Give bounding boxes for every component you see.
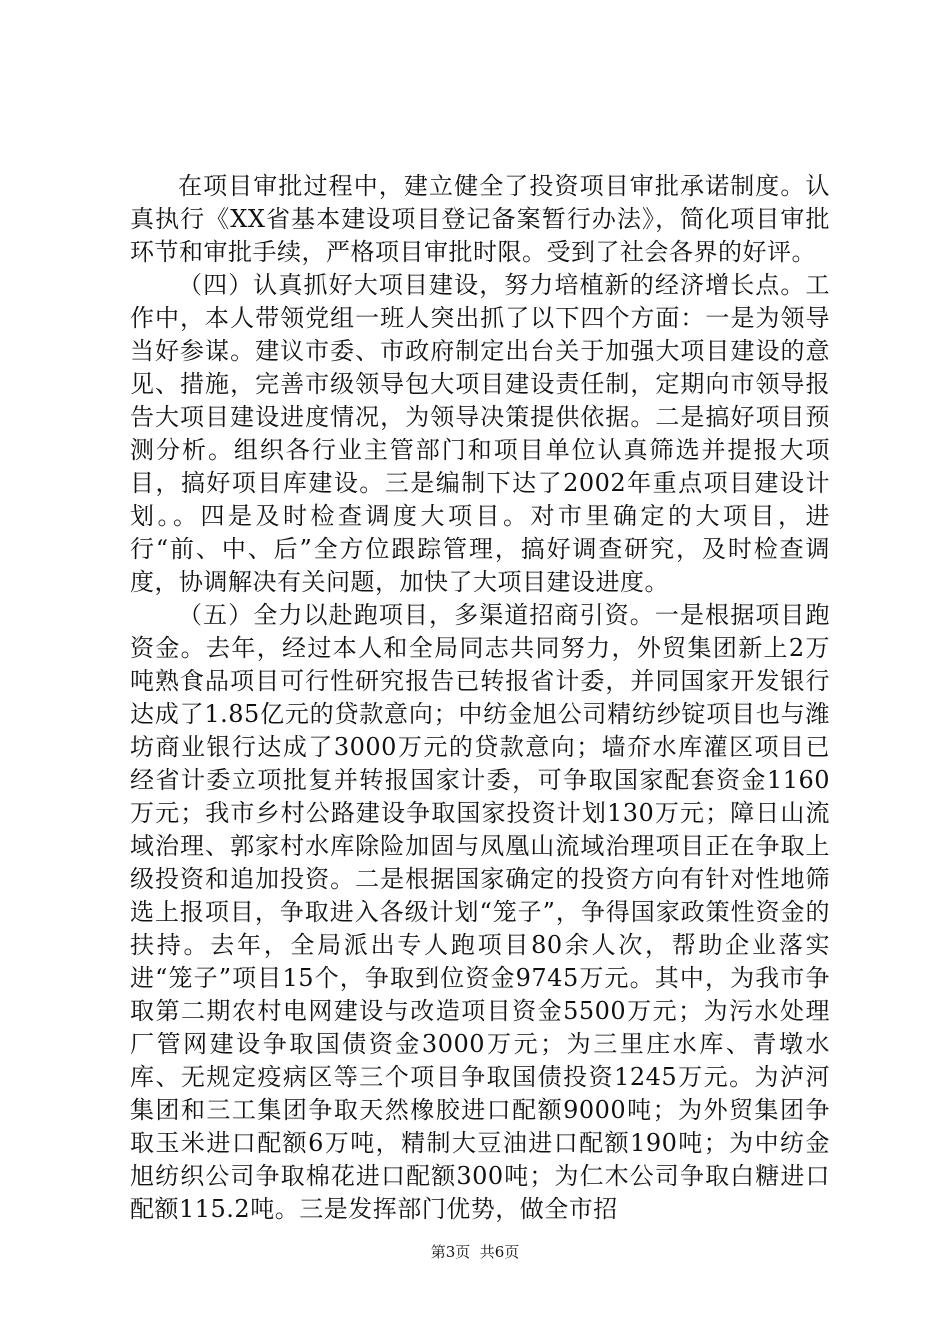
page-footer <box>0 1242 950 1262</box>
paragraph-approval: 在项目审批过程中，建立健全了投资项目审批承诺制度。认真执行《XX省基本建设项目登记备案暂行办法》，简化项目审批环节和审批手续，严格项目审批时限。受到了社会各界的好评。 <box>130 172 830 266</box>
document-body <box>130 170 830 1226</box>
page-number: 第3页 共6页 <box>430 1243 520 1261</box>
paragraph-section-five: （五）全力以赴跑项目，多渠道招商引资。一是根据项目跑资金。去年，经过本人和全局同志共同努力，外贸集团新上2万吨熟食品项目可行性研究报告已转报省计委，并同国家开发银行达成了1.85亿元的贷款意向；中纺金旭公司精纺纱锭项目也与潍坊商业银行达成了3000万元的贷款意向；墙夼水库灌区项目已经省计委立项批复并转报国家计委，可争取国家配套资金1160万元；我市乡村公路建设争取国家投资计划130万元；障日山流域治理、郭家村水库除险加固与凤凰山流域治理项目正在争取上级投资和追加投资。二是根据国家确定的投资方向有针对性地筛选上报项目，争取进入各级计划“笼子”，争得国家政策性资金的扶持。去年，全局派出专人跑项目80余人次，帮助企业落实进“笼子”项目15个，争取到位资金9745万元。其中，为我市争取第二期农村电网建设与改造项目资金5500万元；为污水处理厂管网建设争取国债资金3000万元；为三里庄水库、青墩水库、无规定疫病区等三个项目争取国债投资1245万元。为泸河集团和三工集团争取天然橡胶进口配额9000吨；为外贸集团争取玉米进口配额6万吨，精制大豆油进口配额190吨；为中纺金旭纺织公司争取棉花进口配额300吨；为仁木公司争取白糖进口配额115.2吨。三是发挥部门优势，做全市招 <box>130 601 830 1223</box>
paragraph-section-four: （四）认真抓好大项目建设，努力培植新的经济增长点。工作中，本人带领党组一班人突出抓了以下四个方面：一是为领导当好参谋。建议市委、市政府制定出台关于加强大项目建设的意见、措施，完善市级领导包大项目建设责任制，定期向市领导报告大项目建设进度情况，为领导决策提供依据。二是搞好项目预测分析。组织各行业主管部门和项目单位认真筛选并提报大项目，搞好项目库建设。三是编制下达了2002年重点项目建设计划。。四是及时检查调度大项目。对市里确定的大项目，进行“前、中、后”全方位跟踪管理，搞好调查研究，及时检查调度，协调解决有关问题，加快了大项目建设进度。 <box>130 271 830 596</box>
